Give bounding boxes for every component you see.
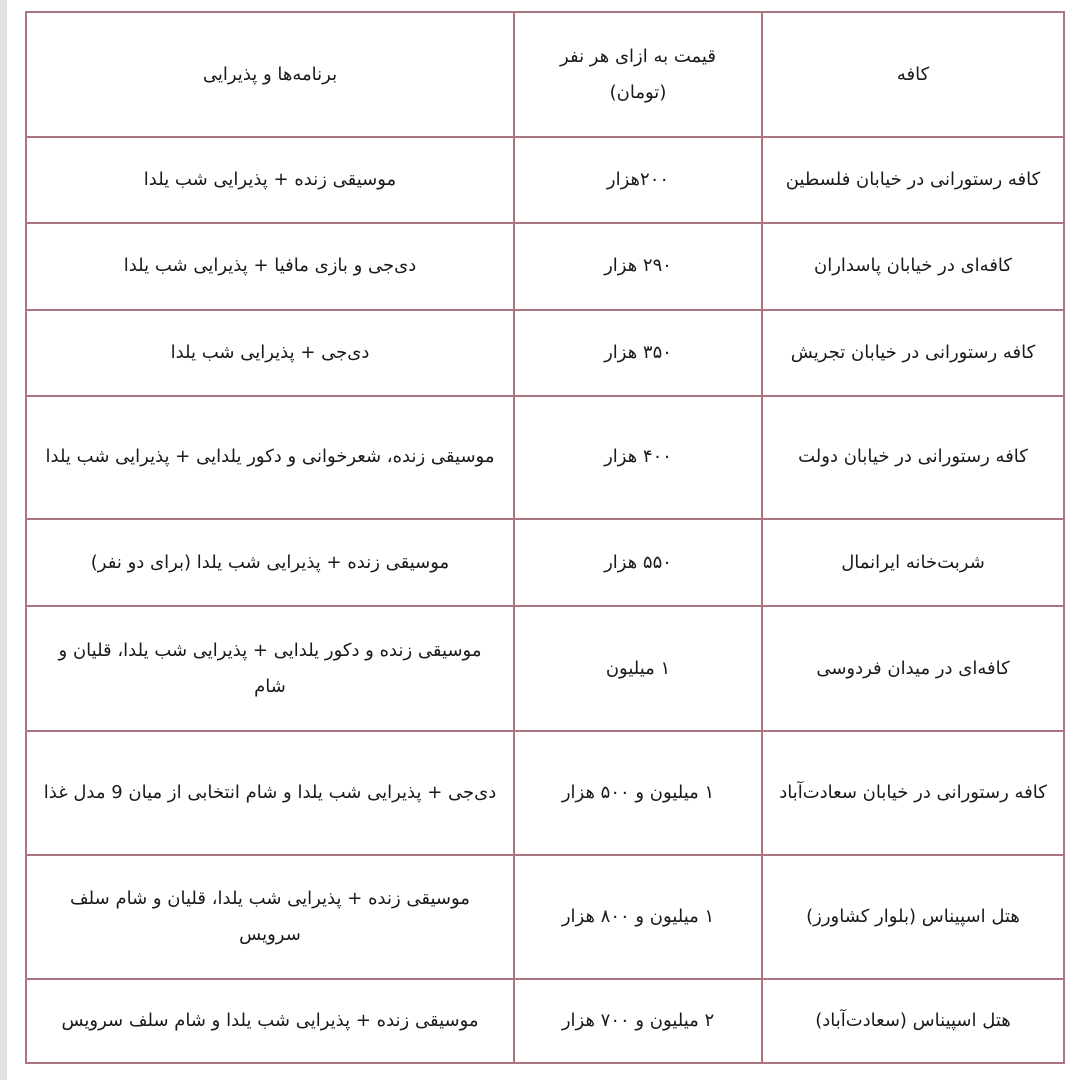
table-row — [26, 606, 1064, 731]
programs-cell: دی‌جی و بازی مافیا + پذیرایی شب یلدا — [26, 223, 514, 309]
programs-cell: موسیقی زنده + پذیرایی شب یلدا، قلیان و شام سلف سرویس — [26, 855, 514, 979]
cafe-cell: کافه رستورانی در خیابان سعادت‌آباد — [762, 731, 1064, 854]
header-cafe: کافه — [762, 12, 1064, 137]
programs-cell: موسیقی زنده + پذیرایی شب یلدا — [26, 137, 514, 223]
programs-cell: موسیقی زنده + پذیرایی شب یلدا (برای دو نفر) — [26, 519, 514, 606]
programs-cell: دی‌جی + پذیرایی شب یلدا و شام انتخابی از میان 9 مدل غذا — [26, 731, 514, 854]
price-cell: ۱ میلیون و ۵۰۰ هزار — [514, 731, 762, 854]
programs-cell: موسیقی زنده، شعرخوانی و دکور یلدایی + پذیرایی شب یلدا — [26, 396, 514, 519]
cafe-cell: کافه رستورانی در خیابان دولت — [762, 396, 1064, 519]
table-row — [26, 310, 1064, 396]
programs-cell: موسیقی زنده + پذیرایی شب یلدا و شام سلف سرویس — [26, 979, 514, 1063]
price-cell: ۲۰۰هزار — [514, 137, 762, 223]
price-cell: ۴۰۰ هزار — [514, 396, 762, 519]
header-programs: برنامه‌ها و پذیرایی — [26, 12, 514, 137]
programs-cell: دی‌جی + پذیرایی شب یلدا — [26, 310, 514, 396]
price-cell: ۱ میلیون و ۸۰۰ هزار — [514, 855, 762, 979]
table-row — [26, 731, 1064, 854]
price-cell: ۳۵۰ هزار — [514, 310, 762, 396]
table-row — [26, 979, 1064, 1063]
price-cell: ۲۹۰ هزار — [514, 223, 762, 309]
cafe-cell: کافه رستورانی در خیابان فلسطین — [762, 137, 1064, 223]
cafe-cell: هتل اسپیناس (بلوار کشاورز) — [762, 855, 1064, 979]
table-header-row — [26, 12, 1064, 137]
cafe-cell: کافه‌ای در میدان فردوسی — [762, 606, 1064, 731]
table-row — [26, 137, 1064, 223]
table-row — [26, 519, 1064, 606]
price-cell: ۲ میلیون و ۷۰۰ هزار — [514, 979, 762, 1063]
header-price: قیمت به ازای هر نفر (تومان) — [514, 12, 762, 137]
cafe-cell: شربت‌خانه ایرانمال — [762, 519, 1064, 606]
table-row — [26, 223, 1064, 309]
table-row — [26, 396, 1064, 519]
left-edge-strip — [0, 0, 7, 1080]
price-cell: ۵۵۰ هزار — [514, 519, 762, 606]
cafe-cell: کافه رستورانی در خیابان تجریش — [762, 310, 1064, 396]
price-cell: ۱ میلیون — [514, 606, 762, 731]
cafe-cell: هتل اسپیناس (سعادت‌آباد) — [762, 979, 1064, 1063]
programs-cell: موسیقی زنده و دکور یلدایی + پذیرایی شب یلدا، قلیان و شام — [26, 606, 514, 731]
table-row — [26, 855, 1064, 979]
cafe-cell: کافه‌ای در خیابان پاسداران — [762, 223, 1064, 309]
yalda-cafe-table — [25, 11, 1065, 1064]
